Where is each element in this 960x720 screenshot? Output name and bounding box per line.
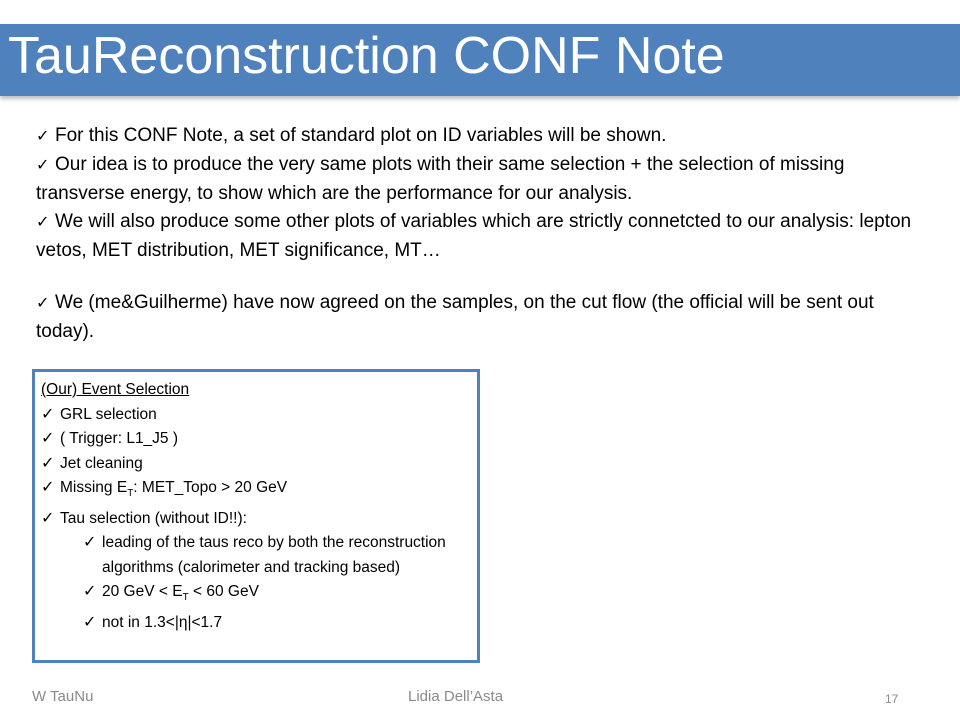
event-selection-box [32, 369, 480, 663]
footer-left: W TauNu [32, 688, 94, 705]
selection-subitem: ✓ 20 GeV < $E_T < 60$ GeV [83, 580, 465, 611]
selection-subitem: ✓ not in 1.3<|η|<1.7 [83, 611, 465, 636]
checkmark-icon: ✓ [36, 128, 50, 145]
spacer [36, 265, 936, 289]
checkmark-icon: ✓ [83, 613, 97, 631]
checkmark-icon: ✓ [83, 583, 97, 601]
event-selection-title: (Our) Event Selection [41, 381, 190, 398]
checkmark-icon: ✓ [41, 454, 55, 472]
checkmark-icon: ✓ [41, 405, 55, 423]
selection-item: ✓ Tau selection (without ID!!): [41, 507, 477, 532]
checkmark-icon: ✓ [41, 509, 55, 527]
selection-item: ✓ Missing $E_T$: MET_Topo > 20 GeV [41, 476, 477, 507]
slide-title: TauReconstruction CONF Note [8, 27, 725, 85]
checkmark-icon: ✓ [36, 157, 50, 174]
bullet-item: ✓ For this CONF Note, a set of standard plot on ID variables will be shown. [36, 122, 936, 151]
bullet-item: ✓ We will also produce some other plots of variables which are strictly connetcted to our analysis: lepton vetos, MET distribution, MET significance, MT… [36, 211, 912, 261]
bullet-list [36, 122, 936, 346]
checkmark-icon: ✓ [36, 214, 50, 231]
checkmark-icon: ✓ [83, 534, 97, 552]
selection-item: ✓ GRL selection [41, 403, 477, 428]
selection-item: ✓ ( Trigger: L1_J5 ) [41, 427, 477, 452]
bullet-item: ✓ We (me&Guilherme) have now agreed on the samples, on the cut flow (the official will be sent out today). [36, 292, 874, 342]
selection-subitem: ✓ leading of the taus reco by both the reconstruction algorithms (calorimeter and tracking based) [83, 531, 465, 580]
footer-author: Lidia Dell’Asta [408, 688, 504, 705]
checkmark-icon: ✓ [41, 430, 55, 447]
selection-item: ✓ Jet cleaning [41, 452, 477, 477]
page-number: 17 [885, 692, 899, 706]
checkmark-icon: ✓ [36, 295, 50, 312]
checkmark-icon: ✓ [41, 479, 55, 496]
bullet-item: ✓ Our idea is to produce the very same plots with their same selection + the selection of missing transverse energy, to show which are the performance for our analysis. [36, 154, 845, 204]
